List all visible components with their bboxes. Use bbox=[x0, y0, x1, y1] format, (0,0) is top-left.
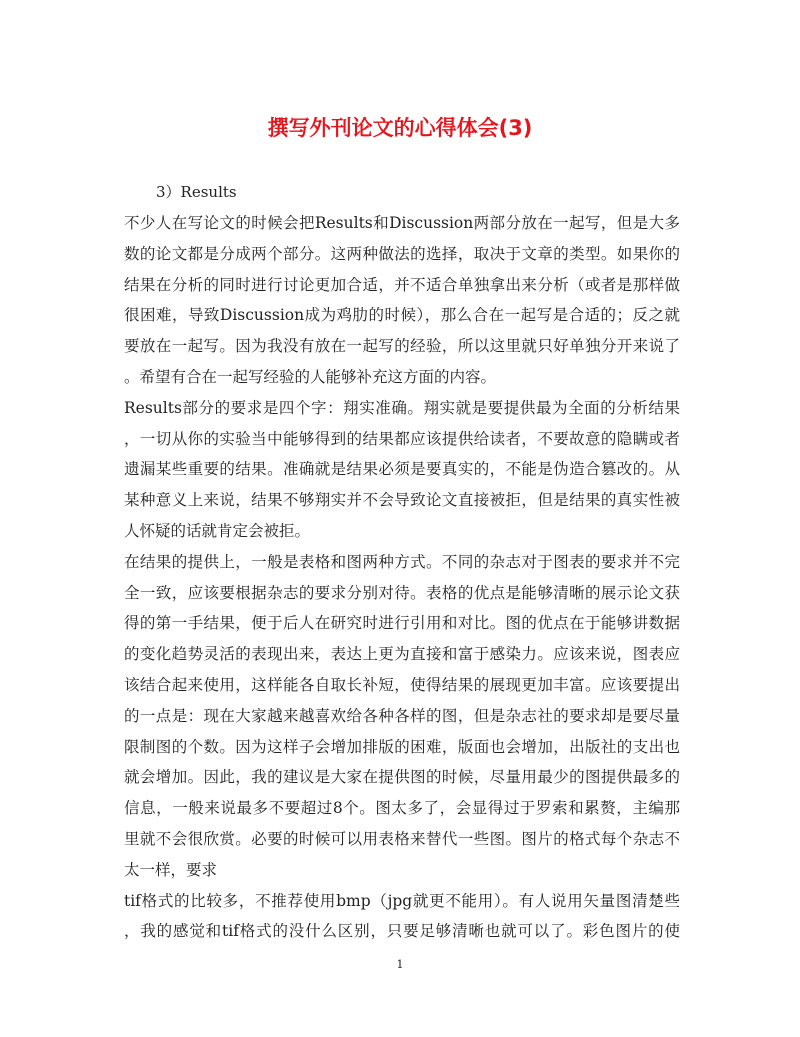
page-number: 1 bbox=[396, 958, 404, 971]
section-heading: 3）Results bbox=[156, 183, 237, 201]
text-line: 信息，一般来说最多不要超过8个。图太多了，会显得过于罗索和累赘，主编那 bbox=[124, 799, 680, 818]
paragraph bbox=[124, 393, 680, 547]
document-body bbox=[124, 208, 680, 947]
text-line: 全一致，应该要根据杂志的要求分别对待。表格的优点是能够清晰的展示论文获 bbox=[124, 583, 680, 602]
text-line: Results部分的要求是四个字：翔实准确。翔实就是要提供最为全面的分析结果 bbox=[124, 398, 680, 417]
paragraph bbox=[124, 886, 680, 948]
text-line: 在结果的提供上，一般是表格和图两种方式。不同的杂志对于图表的要求并不完 bbox=[124, 552, 680, 571]
text-line: 某种意义上来说，结果不够翔实并不会导致论文直接被拒，但是结果的真实性被 bbox=[124, 491, 680, 510]
text-line: 不少人在写论文的时候会把Results和Discussion两部分放在一起写，但是大多 bbox=[124, 214, 680, 232]
text-line: 得的第一手结果，便于后人在研究时进行引用和对比。图的优点在于能够讲数据 bbox=[124, 614, 680, 633]
paragraph bbox=[124, 547, 680, 886]
text-line: ，一切从你的实验当中能够得到的结果都应该提供给读者，不要故意的隐瞒或者 bbox=[124, 429, 680, 448]
text-line: 太一样，要求 bbox=[124, 860, 218, 879]
text-line: 遗漏某些重要的结果。准确就是结果必须是要真实的，不能是伪造合篡改的。从 bbox=[124, 460, 680, 479]
document-title: 撰写外刊论文的心得体会(3) bbox=[267, 116, 533, 140]
text-line: 里就不会很欣赏。必要的时候可以用表格来替代一些图。图片的格式每个杂志不 bbox=[124, 829, 680, 848]
text-line: 。希望有合在一起写经验的人能够补充这方面的内容。 bbox=[124, 367, 497, 386]
text-line: 就会增加。因此，我的建议是大家在提供图的时候，尽量用最少的图提供最多的 bbox=[124, 768, 680, 787]
text-line: 人怀疑的话就肯定会被拒。 bbox=[124, 521, 311, 540]
text-line: 很困难，导致Discussion成为鸡肋的时候），那么合在一起写是合适的；反之就 bbox=[124, 306, 680, 325]
text-line: ，我的感觉和tif格式的没什么区别，只要足够清晰也就可以了。彩色图片的使 bbox=[124, 922, 680, 941]
paragraph bbox=[124, 208, 680, 393]
text-line: tif格式的比较多，不推荐使用bmp（jpg就更不能用）。有人说用矢量图清楚些 bbox=[124, 891, 680, 910]
text-line: 的一点是：现在大家越来越喜欢给各种各样的图，但是杂志社的要求却是要尽量 bbox=[124, 706, 680, 725]
text-line: 该结合起来使用，这样能各自取长补短，使得结果的展现更加丰富。应该要提出 bbox=[124, 675, 680, 694]
text-line: 结果在分析的同时进行讨论更加合适，并不适合单独拿出来分析（或者是那样做 bbox=[124, 275, 680, 294]
text-line: 限制图的个数。因为这样子会增加排版的困难，版面也会增加，出版社的支出也 bbox=[124, 737, 680, 756]
text-line: 的变化趋势灵活的表现出来，表达上更为直接和富于感染力。应该来说，图表应 bbox=[124, 645, 680, 664]
text-line: 要放在一起写。因为我没有放在一起写的经验，所以这里就只好单独分开来说了 bbox=[124, 337, 680, 356]
text-line: 数的论文都是分成两个部分。这两种做法的选择，取决于文章的类型。如果你的 bbox=[124, 244, 680, 263]
